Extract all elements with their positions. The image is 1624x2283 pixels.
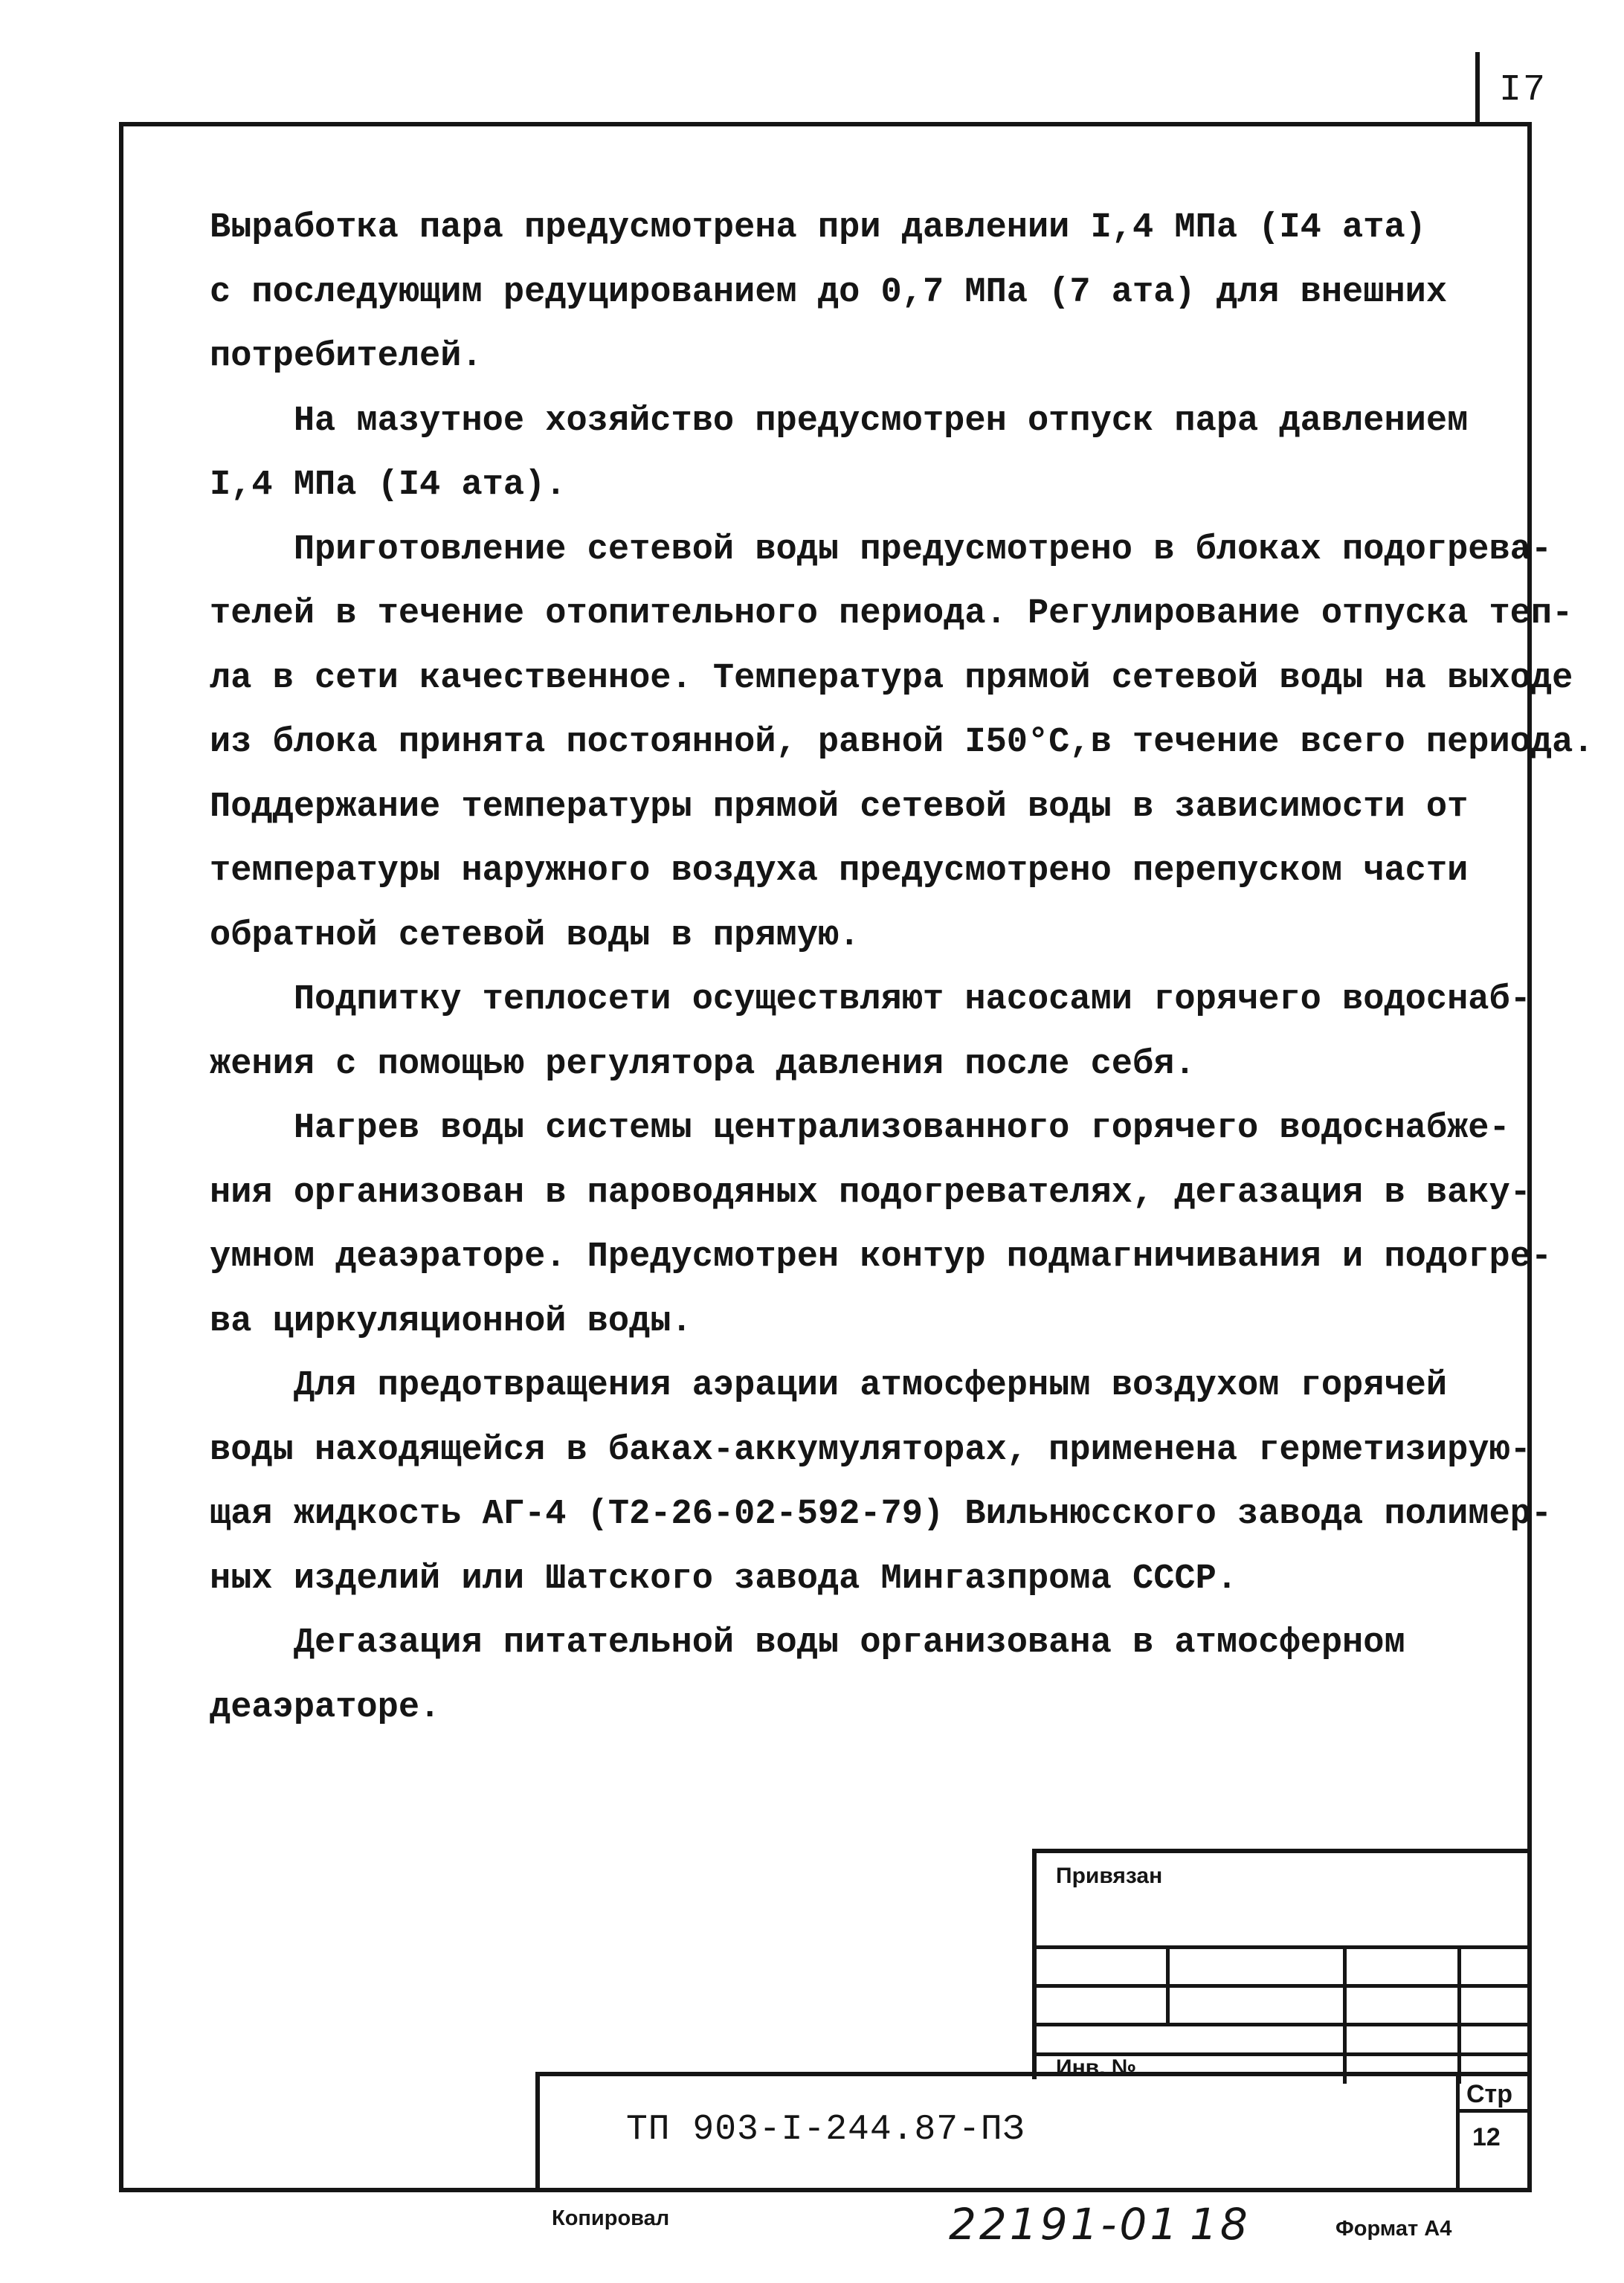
sheet-cell-divider [1456,2076,1460,2188]
paragraph-network-water: Приготовление сетевой воды предусмотрено в блоках подогрева- телей в течение отопительного периода. Регулирование отпуска теп- ла в сети качественное. Температура прямой сетевой воды на выходе из блока принята постоянной, равной I50°С,в течение всего периода. Поддержание температуры прямой сетевой воды в зависимости от температуры наружного воздуха предусмотрено перепуском части обратной сетевой воды в прямую. [210,529,1594,956]
paragraph-fuel-oil: На мазутное хозяйство предусмотрен отпуск пара давлением I,4 МПа (I4 ата). [210,401,1469,505]
stamp-binding-block [1032,1849,1532,2079]
paragraph-steam-production: Выработка пара предусмотрена при давлении I,4 МПа (I4 ата) с последующим редуцированием до 0,7 МПа (7 ата) для внешних потребителей. [210,208,1448,376]
top-marker-line [1475,52,1480,125]
sheet-number: 12 [1472,2123,1501,2151]
copied-label: Копировал [552,2206,670,2230]
stamp-title-block [535,2072,1532,2192]
handwritten-sheet: 18 [1190,2199,1251,2250]
sheet-cell-line [1456,2109,1527,2113]
document-code: ТП 903-I-244.87-ПЗ [626,2110,1025,2150]
paragraph-feedwater: Дегазация питательной воды организована в атмосферном деаэраторе. [210,1623,1405,1727]
stamp-column-line [1343,1945,1347,2084]
inventory-label: Инв. № [1056,2055,1137,2080]
stamp-column-line [1457,1945,1461,2084]
tied-label: Привязан [1056,1864,1163,1888]
page-number: I7 [1499,69,1547,112]
handwritten-number: 22191-01 [949,2199,1181,2250]
stamp-column-line [1166,1945,1170,2026]
paragraph-hot-water-heating: Нагрев воды системы централизованного горячего водоснабже- ния организован в пароводяных подогревателях, дегазация в ваку- умном деаэраторе. Предусмотрен контур подмагничивания и подогре- ва циркуляционной воды. [210,1109,1553,1342]
format-label: Формат А4 [1335,2217,1452,2241]
body-text [210,196,1594,1740]
paragraph-aeration: Для предотвращения аэрации атмосферным воздухом горячей воды находящейся в баках-аккумуляторах, применена герметизирую- щая жидкость АГ-4 (Т2-26-02-592-79) Вильнюсского завода полимер- ных изделий или Шатского завода Мингазпрома СССР. [210,1366,1553,1599]
paragraph-makeup: Подпитку теплосети осуществляют насосами горячего водоснаб- жения с помощью регулятора давления после себя. [210,980,1531,1084]
sheet-label: Стр [1466,2080,1512,2108]
